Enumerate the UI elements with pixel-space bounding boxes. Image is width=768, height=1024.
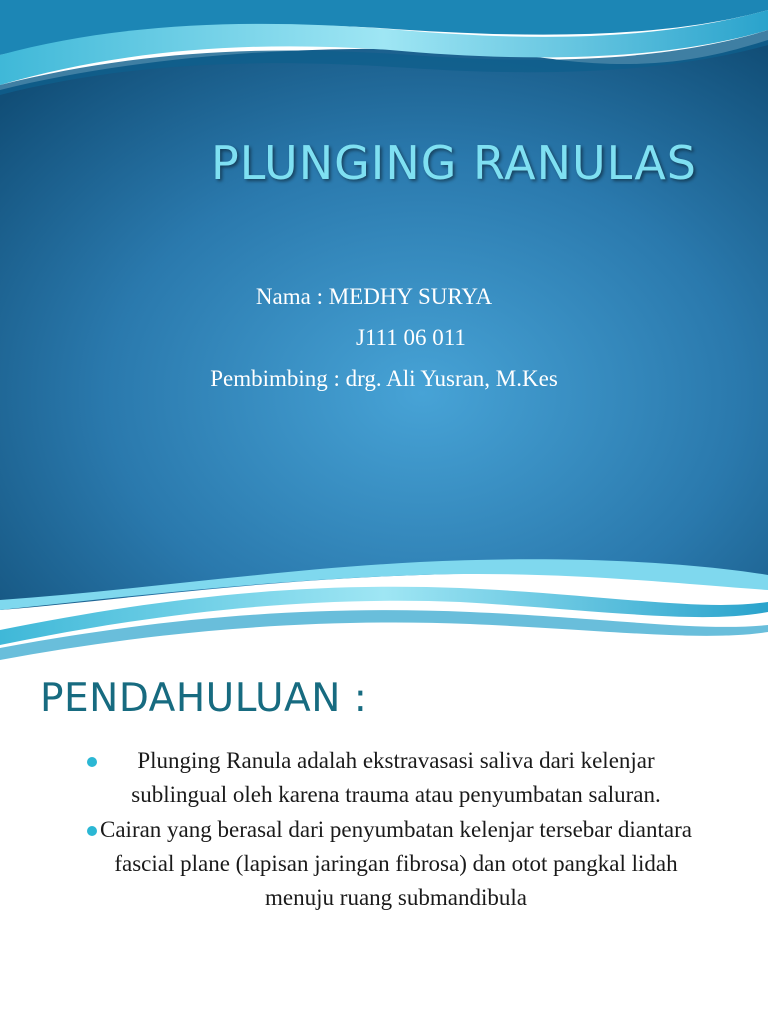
presentation-title: PLUNGING RANULAS: [210, 136, 698, 190]
bullet-text: Plunging Ranula adalah ekstravasasi saliva dari kelenjar sublingual oleh karena trauma atau penyumbatan saluran.: [131, 748, 661, 807]
presenter-info: [0, 276, 768, 399]
supervisor: Pembimbing : drg. Ali Yusran, M.Kes: [210, 366, 558, 391]
content-slide: [0, 662, 768, 1024]
bullet-dot-icon: [87, 757, 97, 767]
bullet-list: [96, 744, 696, 916]
list-item: [96, 744, 696, 812]
list-item: [96, 813, 696, 915]
bullet-dot-icon: [87, 826, 97, 836]
bullet-text: Cairan yang berasal dari penyumbatan kelenjar tersebar diantara fascial plane (lapisan jaringan fibrosa) dan otot pangkal lidah menuju ruang submandibula: [100, 817, 692, 910]
presenter-name: Nama : MEDHY SURYA: [255, 284, 493, 309]
section-heading: PENDAHULUAN :: [40, 676, 368, 721]
student-id: J111 06 011: [356, 325, 466, 350]
